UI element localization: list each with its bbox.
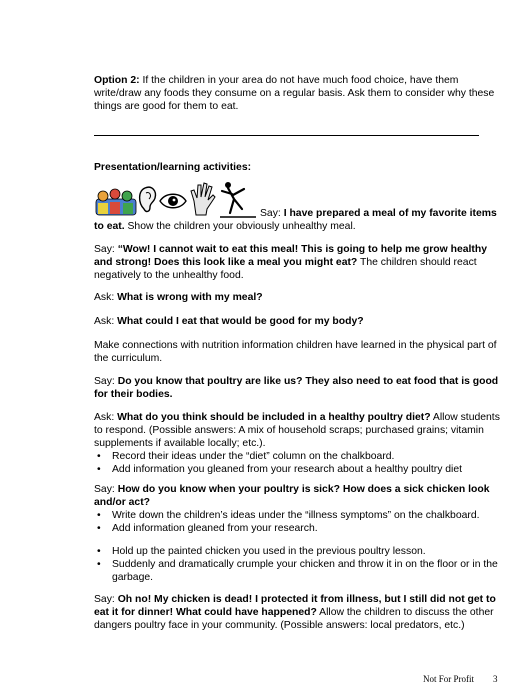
- paragraph-wow: [94, 243, 504, 282]
- painted-chicken-list: [94, 545, 504, 584]
- sick-chicken-text: [94, 483, 504, 509]
- list-item: • Hold up the painted chicken you used in the previous poultry lesson.: [94, 545, 504, 558]
- option-2-paragraph: [94, 74, 504, 113]
- section-title-text: Presentation/learning activities:: [94, 162, 252, 173]
- poultry-diet-text: [94, 411, 504, 450]
- ask-lead: Ask:: [94, 292, 118, 303]
- page-number: 3: [493, 674, 498, 684]
- say-tail: Show the children your obviously unhealthy meal.: [124, 221, 356, 232]
- say-bold: “Wow! I cannot wait to eat this meal! This is going to help me grow healthy and strong! Does this look like a meal you might eat?: [94, 244, 487, 268]
- eye-icon: [160, 194, 186, 208]
- ask-lead: Ask:: [94, 316, 118, 327]
- say-bold: How do you know when your poultry is sick? How does a sick chicken look and/or act?: [94, 484, 490, 508]
- say-lead: Say:: [94, 244, 118, 255]
- poultry-diet-list: [94, 450, 504, 476]
- list-item: • Record their ideas under the “diet” column on the chalkboard.: [94, 450, 504, 463]
- paragraph-poultry-diet: [94, 411, 504, 476]
- say-lead: Say:: [94, 484, 118, 495]
- paragraph-ask-wrong: [94, 291, 504, 304]
- sick-chicken-list: [94, 509, 504, 535]
- say-tail: The children should react negatively to the unhealthy food.: [94, 257, 477, 281]
- section-title: [94, 161, 504, 174]
- say-lead: Say:: [94, 376, 118, 387]
- say-tail: Allow the children to discuss the other dangers poultry face in your community. (Possible answers: local predators, etc.): [94, 607, 494, 631]
- list-item: • Add information gleaned from your research.: [94, 522, 504, 535]
- say-bold: Do you know that poultry are like us? They also need to eat food that is good for their bodies.: [94, 376, 499, 400]
- paragraph-meal-intro: [94, 207, 504, 233]
- connections-text: Make connections with nutrition information children have learned in the physical part of the curriculum.: [94, 340, 497, 364]
- paragraph-poultry-like-us: [94, 375, 504, 401]
- footer-text: Not For Profit: [423, 674, 475, 684]
- option-2-label: Option 2:: [94, 75, 140, 86]
- say-bold: Oh no! My chicken is dead! I protected it from illness, but I still did not get to eat it for dinner! What could have happened?: [94, 594, 496, 618]
- ask-tail: Allow students to respond. (Possible answers: A mix of household scraps; purchased grains; vitamin supplements if available locally; etc.).: [94, 412, 500, 449]
- say-lead: Say:: [260, 208, 284, 219]
- say-bold: I have prepared a meal of my favorite items to eat.: [94, 208, 497, 232]
- list-item: • Write down the children’s ideas under the “illness symptoms” on the chalkboard.: [94, 509, 504, 522]
- horizontal-rule: [94, 135, 479, 136]
- paragraph-ask-good: [94, 315, 504, 328]
- paragraph-chicken-dead: [94, 593, 504, 632]
- option-2-text: If the children in your area do not have much food choice, have them write/draw any foods they consume on a regular basis. Ask them to consider why these things are good for them to eat.: [94, 75, 495, 112]
- list-item: • Add information you gleaned from your research about a healthy poultry diet: [94, 463, 504, 476]
- ask-bold: What do you think should be included in a healthy poultry diet?: [117, 412, 431, 423]
- say-lead: Say:: [94, 594, 118, 605]
- ask-lead: Ask:: [94, 412, 118, 423]
- paragraph-painted-chicken: [94, 545, 504, 584]
- paragraph-connections: [94, 339, 504, 365]
- ask-bold: What is wrong with my meal?: [117, 292, 263, 303]
- ask-bold: What could I eat that would be good for my body?: [117, 316, 364, 327]
- list-item: • Suddenly and dramatically crumple your chicken and throw it in on the floor or in the garbage.: [94, 558, 504, 584]
- paragraph-sick-chicken: [94, 483, 504, 535]
